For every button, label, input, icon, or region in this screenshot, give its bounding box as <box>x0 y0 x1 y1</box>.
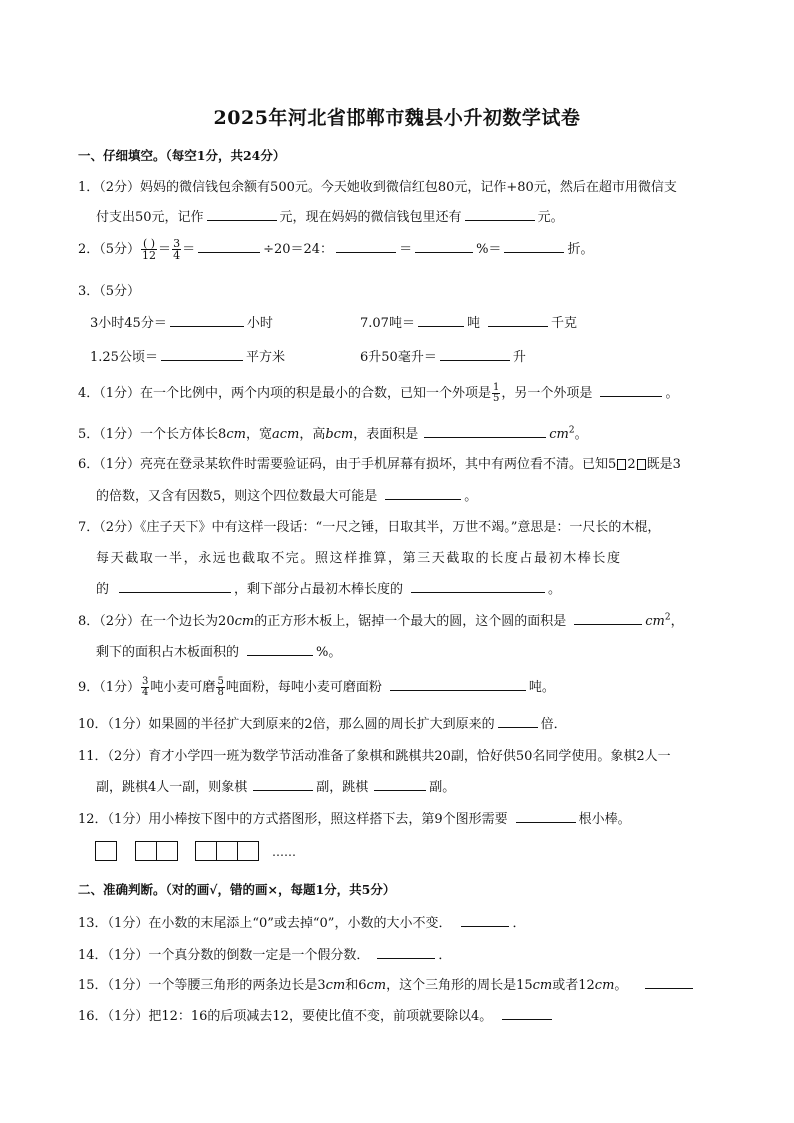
q3-unit: 千克 <box>550 316 577 331</box>
square-cell <box>135 841 157 861</box>
superscript: 2 <box>664 612 671 623</box>
q15-text-part: 或者12 <box>552 978 595 993</box>
answer-blank[interactable] <box>198 240 260 253</box>
answer-blank[interactable] <box>336 240 396 253</box>
unit-cm: cm <box>226 427 246 442</box>
q3-row-2-left <box>90 346 285 365</box>
q4-text: 4．（1分）在一个比例中，两个内项的积是最小的合数，已知一个外项是 <box>78 386 492 401</box>
fraction-numerator: 5 <box>217 676 224 687</box>
ellipsis: …… <box>272 845 296 859</box>
unit-cm: cm <box>366 978 387 993</box>
q1-text-part: 元。 <box>537 210 564 225</box>
obscured-digit-box <box>617 459 626 470</box>
answer-blank[interactable] <box>574 612 642 625</box>
q14-text-part: ． <box>438 948 452 963</box>
q7-text-part: 的 <box>96 582 110 597</box>
q6-text-part: 2 <box>627 457 636 472</box>
q6-text-part: 既是3 <box>646 457 681 472</box>
unit-cm: cm <box>234 614 255 629</box>
question-10 <box>78 713 567 732</box>
answer-blank[interactable] <box>411 580 545 593</box>
question-16 <box>78 1005 555 1024</box>
q5-text-part: ，高 <box>299 427 326 442</box>
q9-text-part: 吨小麦可磨 <box>150 680 216 695</box>
q3-unit: 升 <box>512 350 526 365</box>
answer-blank[interactable] <box>440 348 510 361</box>
q4-text-part: ，另一个外项是 <box>501 386 593 401</box>
question-13 <box>78 912 525 931</box>
answer-blank[interactable] <box>418 314 464 327</box>
fraction <box>141 238 157 261</box>
page-title: 2025年河北省邯郸市魏县小升初数学试卷 <box>213 107 581 129</box>
question-3-heading: 3．（5分） <box>78 284 141 299</box>
q15-text-part: 和6 <box>345 978 367 993</box>
q1-text: 1．（2分）妈妈的微信钱包余额有500元。今天她收到微信红包80元，记作+80元，然后在超市用微信支 <box>78 180 677 195</box>
q3-item-text: 1.25公顷＝ <box>90 350 158 365</box>
fraction-denominator: 8 <box>217 687 224 698</box>
equals-sign: ＝ <box>182 242 196 257</box>
q2-text-part: 折。 <box>567 242 594 257</box>
question-11-line-2 <box>96 776 455 795</box>
q8-text-part: ， <box>670 614 684 629</box>
q3-unit: 小时 <box>246 316 273 331</box>
answer-blank[interactable] <box>170 314 244 327</box>
question-1-line-1 <box>78 176 677 195</box>
q2-label: 2．（5分） <box>78 242 141 257</box>
superscript: 2 <box>568 425 575 436</box>
answer-blank[interactable] <box>498 715 538 728</box>
q11-text-part: 副，跳棋4人一副，则象棋 <box>96 780 248 795</box>
unit-cm: cm <box>532 978 553 993</box>
answer-blank[interactable] <box>253 778 313 791</box>
q3-row-1-left <box>90 312 273 331</box>
answer-blank[interactable] <box>645 976 693 989</box>
answer-blank[interactable] <box>600 384 662 397</box>
answer-blank[interactable] <box>390 678 526 691</box>
fraction <box>492 383 500 404</box>
question-2 <box>78 238 593 261</box>
answer-blank[interactable] <box>502 1007 552 1020</box>
q8-text-part: 剩下的面积占木板面积的 <box>96 645 240 660</box>
answer-blank[interactable] <box>504 240 564 253</box>
q13-text: 13．（1分）在小数的末尾添上“0”或去掉“0”，小数的大小不变． <box>78 916 452 931</box>
square-cell <box>216 841 238 861</box>
section-heading-judgment: 二、准确判断。（对的画√，错的画×，每题1分，共5分） <box>78 882 396 897</box>
q11-text-part: 副。 <box>429 780 456 795</box>
answer-blank[interactable] <box>415 240 473 253</box>
q2-text-part: ÷20＝24： <box>263 242 334 257</box>
question-9 <box>78 676 555 698</box>
fraction <box>141 677 149 698</box>
q4-text-part: 。 <box>665 386 679 401</box>
unit-cm: cm <box>549 427 569 442</box>
equals-sign: ＝ <box>158 242 172 257</box>
q9-text: 9．（1分） <box>78 680 141 695</box>
question-6-line-2 <box>96 485 477 504</box>
answer-blank[interactable] <box>207 208 277 221</box>
question-4 <box>78 382 678 404</box>
q6-text: 6．（1分）亮亮在登录某软件时需要验证码，由于手机屏幕有损坏，其中有两位看不清。已知5 <box>78 457 617 472</box>
section-heading-fill-in: 一、仔细填空。（每空1分，共24分） <box>78 148 286 163</box>
question-1-line-2 <box>96 206 564 225</box>
answer-blank[interactable] <box>424 425 546 438</box>
q5-text-part: 。 <box>574 427 588 442</box>
square-cell <box>95 841 117 861</box>
q8-text-part: 的正方形木板上，锯掉一个最大的圆，这个圆的面积是 <box>254 614 567 629</box>
q1-text-part: 付支出50元，记作 <box>96 210 204 225</box>
obscured-digit-box <box>637 459 646 470</box>
q3-unit: 吨 <box>466 316 480 331</box>
q3-row-2-right <box>360 346 526 365</box>
answer-blank[interactable] <box>247 643 313 656</box>
fraction-denominator: 12 <box>142 249 157 262</box>
q16-text: 16．（1分）把12：16的后项减去12，要使比值不变，前项就要除以4。 <box>78 1009 493 1024</box>
variable-a: acm <box>271 427 300 442</box>
question-14 <box>78 944 451 963</box>
q12-text-part: 根小棒。 <box>578 812 631 827</box>
q11-text-part: 副，跳棋 <box>316 780 369 795</box>
q14-text: 14．（1分）一个真分数的倒数一定是一个假分数． <box>78 948 370 963</box>
q5-text-part: ，宽 <box>245 427 272 442</box>
q8-text: 8．（2分）在一个边长为20 <box>78 614 235 629</box>
q13-text-part: ． <box>512 916 526 931</box>
q15-text: 15．（1分）一个等腰三角形的两条边长是3 <box>78 978 326 993</box>
q6-text-part: 。 <box>464 489 478 504</box>
q7-text-part: 。 <box>548 582 562 597</box>
fraction-numerator: 3 <box>142 676 149 687</box>
unit-cm: cm <box>325 978 346 993</box>
question-8-line-1 <box>78 610 684 629</box>
unit-cm: cm <box>645 614 665 629</box>
q12-text: 12．（1分）用小棒按下图中的方式搭图形，照这样搭下去，第9个图形需要 <box>78 812 508 827</box>
q3-row-1-right <box>360 312 577 331</box>
q5-text-part: ，表面积是 <box>353 427 419 442</box>
q5-text: 5．（1分）一个长方体长8 <box>78 427 227 442</box>
answer-blank[interactable] <box>461 914 509 927</box>
square-cell <box>195 841 217 861</box>
q10-text: 10．（1分）如果圆的半径扩大到原来的2倍，那么圆的周长扩大到原来的 <box>78 717 495 732</box>
q9-text-part: 吨。 <box>528 680 555 695</box>
fraction <box>216 677 224 698</box>
answer-blank[interactable] <box>465 208 535 221</box>
answer-blank[interactable] <box>488 314 548 327</box>
q3-item-text: 3小时45分＝ <box>90 316 167 331</box>
q9-text-part: 吨面粉，每吨小麦可磨面粉 <box>225 680 382 695</box>
q15-text-part: ，这个三角形的周长是15 <box>386 978 533 993</box>
square-cell <box>237 841 259 861</box>
equals-sign: ＝ <box>399 242 413 257</box>
square-cell <box>156 841 178 861</box>
question-12 <box>78 808 631 827</box>
answer-blank[interactable] <box>516 810 576 823</box>
q3-unit: 平方米 <box>245 350 285 365</box>
question-5 <box>78 423 588 442</box>
question-11-line-1: 11．（2分）育才小学四一班为数学节活动准备了象棋和跳棋共20副，恰好供50名同学使用。象棋2人一 <box>78 749 671 764</box>
fraction <box>172 238 181 261</box>
question-7-line-2: 每天截取一半，永远也截取不完。照这样推算，第三天截取的长度占最初木棒长度 <box>96 551 622 566</box>
q10-text-part: 倍． <box>540 717 567 732</box>
fraction-denominator: 4 <box>142 687 149 698</box>
question-6-line-1 <box>78 453 681 472</box>
q1-text-part: 元，现在妈妈的微信钱包里还有 <box>279 210 462 225</box>
variable-b: bcm <box>325 427 354 442</box>
answer-blank[interactable] <box>385 487 461 500</box>
answer-blank[interactable] <box>377 946 435 959</box>
fraction-numerator: ( ) <box>143 237 156 250</box>
question-15 <box>78 974 696 993</box>
fraction-numerator: 1 <box>493 382 500 393</box>
question-8-line-2 <box>96 641 341 660</box>
fraction-denominator: 5 <box>493 393 500 404</box>
q3-item-text: 7.07吨＝ <box>360 316 415 331</box>
q8-text-part: %。 <box>316 645 342 660</box>
question-7-line-1: 7．（2分）《庄子天下》中有这样一段话：“一尺之锤，日取其半，万世不竭。”意思是：一尺长的木棍， <box>78 520 661 535</box>
q7-text-part: ，剩下部分占最初木棒长度的 <box>234 582 404 597</box>
answer-blank[interactable] <box>374 778 426 791</box>
q3-item-text: 6升50毫升＝ <box>360 350 437 365</box>
q6-text-part: 的倍数，又含有因数5，则这个四位数最大可能是 <box>96 489 378 504</box>
q2-text-part: %＝ <box>476 242 502 257</box>
answer-blank[interactable] <box>161 348 243 361</box>
answer-blank[interactable] <box>119 580 231 593</box>
q15-text-part: 。 <box>614 978 628 993</box>
fraction-numerator: 3 <box>173 237 181 250</box>
question-7-line-3 <box>96 578 561 597</box>
fraction-denominator: 4 <box>173 249 181 262</box>
unit-cm: cm <box>594 978 615 993</box>
